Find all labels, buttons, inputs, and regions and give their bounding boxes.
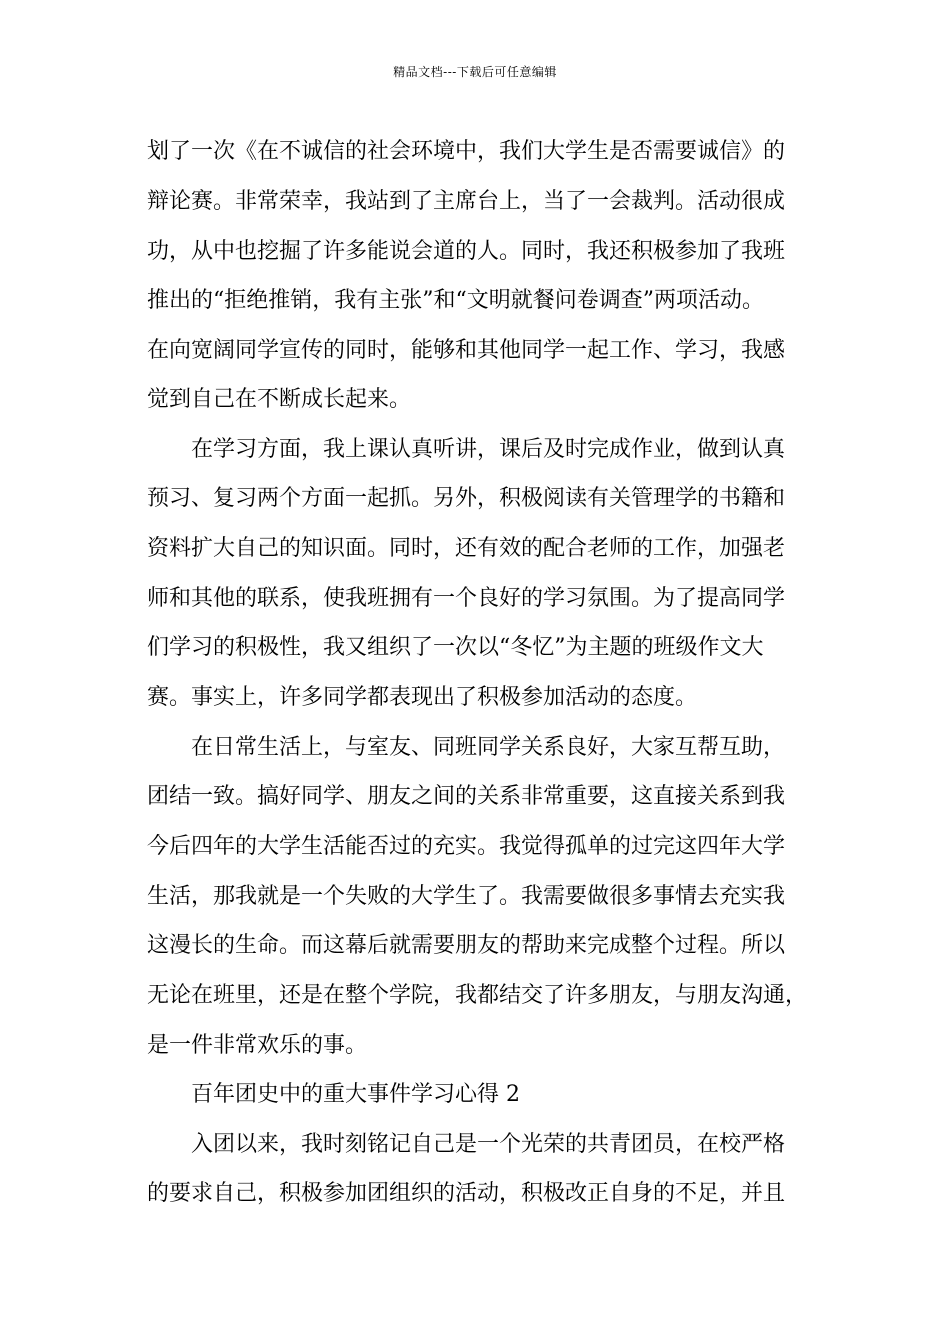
text-line: 在向宽阔同学宣传的同时，能够和其他同学一起工作、学习，我感 <box>147 338 786 363</box>
text-line: 们学习的积极性，我又组织了一次以“冬忆”为主题的班级作文大 <box>147 635 764 660</box>
paragraph-start-line: 在学习方面，我上课认真听讲，课后及时完成作业，做到认真 <box>191 437 786 462</box>
text-line: 生活，那我就是一个失败的大学生了。我需要做很多事情去充实我 <box>147 884 786 909</box>
text-line: 团结一致。搞好同学、朋友之间的关系非常重要，这直接关系到我 <box>147 784 786 809</box>
text-line: 预习、复习两个方面一起抓。另外，积极阅读有关管理学的书籍和 <box>147 486 786 511</box>
text-line: 这漫长的生命。而这幕后就需要朋友的帮助来完成整个过程。所以 <box>147 933 786 958</box>
paragraph-start-line: 入团以来，我时刻铭记自己是一个光荣的共青团员，在校严格 <box>191 1132 786 1157</box>
text-line: 推出的“拒绝推销，我有主张”和“文明就餐问卷调查”两项活动。 <box>147 288 764 313</box>
text-line: 觉到自己在不断成长起来。 <box>147 387 412 412</box>
text-line: 是一件非常欢乐的事。 <box>147 1033 368 1058</box>
section-title: 百年团史中的重大事件学习心得 2 <box>191 1082 520 1107</box>
text-line: 功，从中也挖掘了许多能说会道的人。同时，我还积极参加了我班 <box>147 239 786 264</box>
text-line: 师和其他的联系，使我班拥有一个良好的学习氛围。为了提高同学 <box>147 586 786 611</box>
text-line: 辩论赛。非常荣幸，我站到了主席台上，当了一会裁判。活动很成 <box>147 189 786 214</box>
text-line: 的要求自己，积极参加团组织的活动，积极改正自身的不足，并且 <box>147 1181 786 1206</box>
text-line: 无论在班里，还是在整个学院，我都结交了许多朋友，与朋友沟通， <box>147 983 808 1008</box>
text-line: 今后四年的大学生活能否过的充实。我觉得孤单的过完这四年大学 <box>147 834 786 859</box>
page-header: 精品文档---下载后可任意编辑 <box>393 65 557 79</box>
text-line: 赛。事实上，许多同学都表现出了积极参加活动的态度。 <box>147 685 698 710</box>
text-line: 划了一次《在不诚信的社会环境中，我们大学生是否需要诚信》的 <box>147 139 786 164</box>
paragraph-start-line: 在日常生活上，与室友、同班同学关系良好，大家互帮互助， <box>191 735 786 760</box>
text-line: 资料扩大自己的知识面。同时，还有效的配合老师的工作，加强老 <box>147 536 786 561</box>
